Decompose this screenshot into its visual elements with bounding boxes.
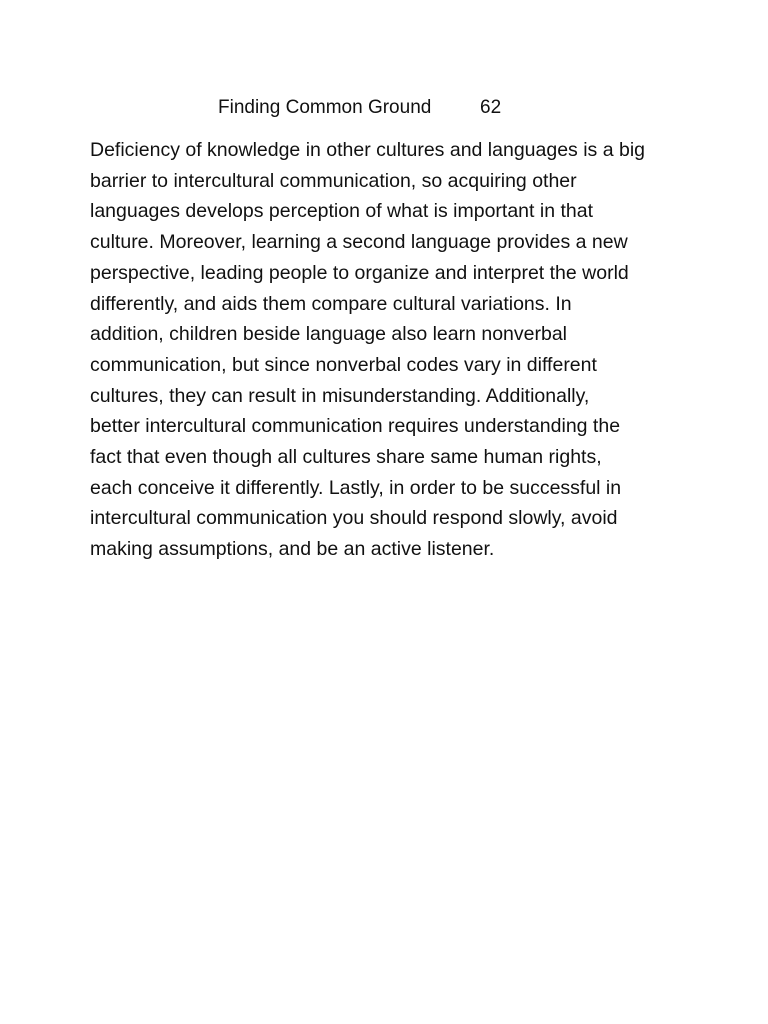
header-title: Finding Common Ground xyxy=(218,97,432,118)
paragraph-line: Deficiency of knowledge in other cultures and languages is a big xyxy=(90,139,646,161)
paragraph-line: barrier to intercultural communication, so acquiring other xyxy=(90,169,577,192)
body-paragraph xyxy=(90,135,690,565)
page-number: 62 xyxy=(480,97,502,118)
paragraph-line: intercultural communication you should respond slowly, avoid xyxy=(90,507,618,530)
paragraph-line: better intercultural communication requires understanding the xyxy=(90,415,621,438)
paragraph-line: fact that even though all cultures share same human rights, xyxy=(90,446,602,469)
paragraph-line: making assumptions, and be an active listener. xyxy=(90,538,495,561)
paragraph-line: communication, but since nonverbal codes vary in different xyxy=(90,353,597,376)
paragraph-line: languages develops perception of what is important in that xyxy=(90,200,593,223)
paragraph-line: perspective, leading people to organize and interpret the world xyxy=(90,261,629,284)
paragraph-line: culture. Moreover, learning a second language provides a new xyxy=(90,231,628,254)
paragraph-line: each conceive it differently. Lastly, in order to be successful in xyxy=(90,476,622,499)
paragraph-line: addition, children beside language also learn nonverbal xyxy=(90,323,568,346)
paragraph-line: differently, and aids them compare cultural variations. In xyxy=(90,292,572,315)
running-header xyxy=(218,95,538,121)
paragraph-line: cultures, they can result in misunderstanding. Additionally, xyxy=(90,384,590,407)
